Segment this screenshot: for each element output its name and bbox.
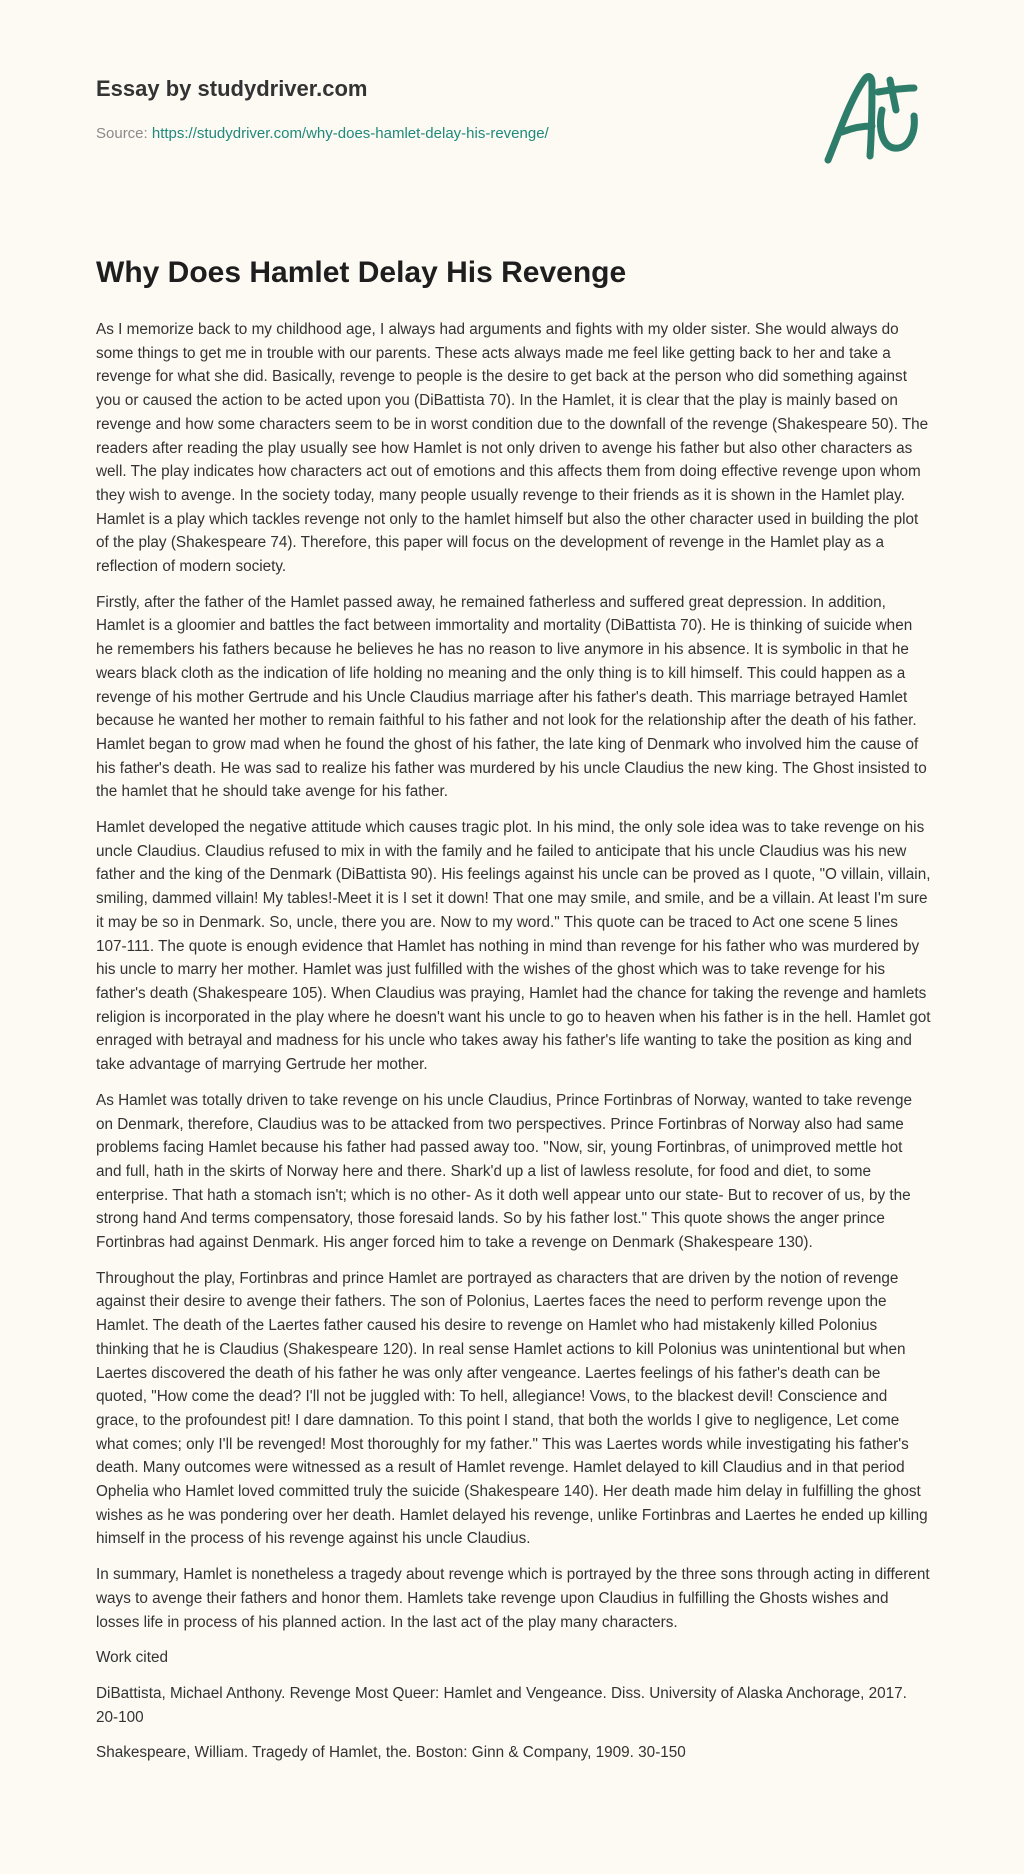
article xyxy=(96,250,932,1777)
works-cited-heading: Work cited xyxy=(96,1649,168,1667)
source-label: Source: xyxy=(96,125,152,142)
paragraph-6: In summary, Hamlet is nonetheless a tragedy about revenge which is portrayed by the three sons through acting in different ways to avenge their fathers and honor them. Hamlets take revenge upon Claudius in fulfilling the Ghosts wishes and losses life in process of his planned action. In the last act of the play many characters. xyxy=(96,1566,930,1631)
paragraph-5: Throughout the play, Fortinbras and prince Hamlet are portrayed as characters that are driven by the notion of revenge against their desire to avenge their fathers. The son of Polonius, Laertes faces the need to perform revenge upon the Hamlet. The death of the Laertes father caused his desire to revenge on Hamlet who had mistakenly killed Polonius thinking that he is Claudius (Shakespeare 120). In real sense Hamlet actions to kill Polonius was unintentional but when Laertes discovered the death of his father he was only after vengeance. Laertes feelings of his father's death can be quoted, "How come the dead? I'll not be juggled with: To hell, allegiance! Vows, to the blackest devil! Conscience and grace, to the profoundest pit! I dare damnation. To this point I stand, that both the worlds I give to negligence, Let come what comes; only I'll be revenged! Most thoroughly for my father." This was Laertes words while investigating his father's death. Many outcomes were witnessed as a result of Hamlet revenge. Hamlet delayed to kill Claudius and in that period Ophelia who Hamlet loved committed truly the suicide (Shakespeare 140). Her death made him delay in fulfilling the ghost wishes as he was pondering over her death. Hamlet delayed his revenge, unlike Fortinbras and Laertes he ended up killing himself in the process of his revenge against his uncle Claudius. xyxy=(96,1269,928,1548)
reference-item: DiBattista, Michael Anthony. Revenge Most Queer: Hamlet and Vengeance. Diss. University of Alaska Anchorage, 2017. 20-100 xyxy=(96,1684,907,1726)
a-plus-logo-graphic xyxy=(820,66,932,166)
paragraph-2: Firstly, after the father of the Hamlet passed away, he remained fatherless and suffered great depression. In addition, Hamlet is a gloomier and battles the fact between immortality and mortality (DiBattista 70). He is thinking of suicide when he remembers his fathers because he believes he has no reason to live anymore in his absence. It is symbolic in that he wears black cloth as the indication of life holding no meaning and the only thing is to kill himself. This could happen as a revenge of his mother Gertrude and his Uncle Claudius marriage after his father's death. This marriage betrayed Hamlet because he wanted her mother to remain faithful to his father and not look for the relationship after the death of his father. Hamlet began to grow mad when he found the ghost of his father, the late king of Denmark who involved him the cause of his father's death. He was sad to realize his father was murdered by his uncle Claudius the new king. The Ghost insisted to the hamlet that he should take avenge for his father. xyxy=(96,593,927,801)
paragraph-1: As I memorize back to my childhood age, I always had arguments and fights with my older sister. She would always do some things to get me in trouble with our parents. These acts always made me feel like getting back to her and take a revenge for what she did. Basically, revenge to people is the desire to get back at the person who did something against you or caused the action to be acted upon you (DiBattista 70). In the Hamlet, it is clear that the play is mainly based on revenge and how some characters seem to be in worst condition due to the downfall of the revenge (Shakespeare 50). The readers after reading the play usually see how Hamlet is not only driven to avenge his father but also other characters as well. The play indicates how characters act out of emotions and this affects them from doing effective revenge upon whom they wish to avenge. In the society today, many people usually revenge to their friends as it is shown in the Hamlet play. Hamlet is a play which tackles revenge not only to the hamlet himself but also the other character used in building the plot of the play (Shakespeare 74). Therefore, this paper will focus on the development of revenge in the Hamlet play as a reflection of modern society. xyxy=(96,321,929,576)
source-line xyxy=(96,124,549,144)
brand-title: Essay by studydriver.com xyxy=(96,76,368,101)
a-plus-logo-icon xyxy=(820,66,932,166)
article-title: Why Does Hamlet Delay His Revenge xyxy=(96,256,627,289)
paragraph-4: As Hamlet was totally driven to take revenge on his uncle Claudius, Prince Fortinbras of Norway, wanted to take revenge on Denmark, therefore, Claudius was to be attacked from two perspectives. Prince Fortinbras of Norway also had same problems facing Hamlet because his father had passed away too. "Now, sir, young Fortinbras, of unimproved mettle hot and full, hath in the skirts of Norway here and there. Shark'd up a list of lawless resolute, for food and diet, to some enterprise. That hath a stomach isn't; which is no other- As it doth well appear unto our state- But to recover of us, by the strong hand And terms compensatory, those foresaid lands. So by his father lost." This quote shows the anger prince Fortinbras had against Denmark. His anger forced him to take a revenge on Denmark (Shakespeare 130). xyxy=(96,1091,912,1252)
site-header xyxy=(96,74,549,144)
source-link[interactable]: https://studydriver.com/why-does-hamlet-delay-his-revenge/ xyxy=(151,125,549,142)
paragraph-3: Hamlet developed the negative attitude which causes tragic plot. In his mind, the only sole idea was to take revenge on his uncle Claudius. Claudius refused to mix in with the family and he failed to anticipate that his uncle Claudius was his new father and the king of the Denmark (DiBattista 90). His feelings against his uncle can be proved as I quote, "O villain, villain, smiling, dammed villain! My tables!-Meet it is I set it down! That one may smile, and smile, and be a villain. At least I'm sure it may be so in Denmark. So, uncle, there you are. Now to my word." This quote can be traced to Act one scene 5 lines 107-111. The quote is enough evidence that Hamlet has nothing in mind than revenge for his father who was murdered by his uncle to marry her mother. Hamlet was just fulfilled with the wishes of the ghost which was to take revenge for his father's death (Shakespeare 105). When Claudius was praying, Hamlet had the chance for taking the revenge and hamlets religion is incorporated in the play where he doesn't want his uncle to go to heaven when his father is in the hell. Hamlet got enraged with betrayal and madness for his uncle who takes away his father's life wanting to take the position as king and take advantage of marrying Gertrude her mother. xyxy=(96,819,931,1074)
reference-item: Shakespeare, William. Tragedy of Hamlet, the. Boston: Ginn & Company, 1909. 30-150 xyxy=(96,1744,686,1762)
